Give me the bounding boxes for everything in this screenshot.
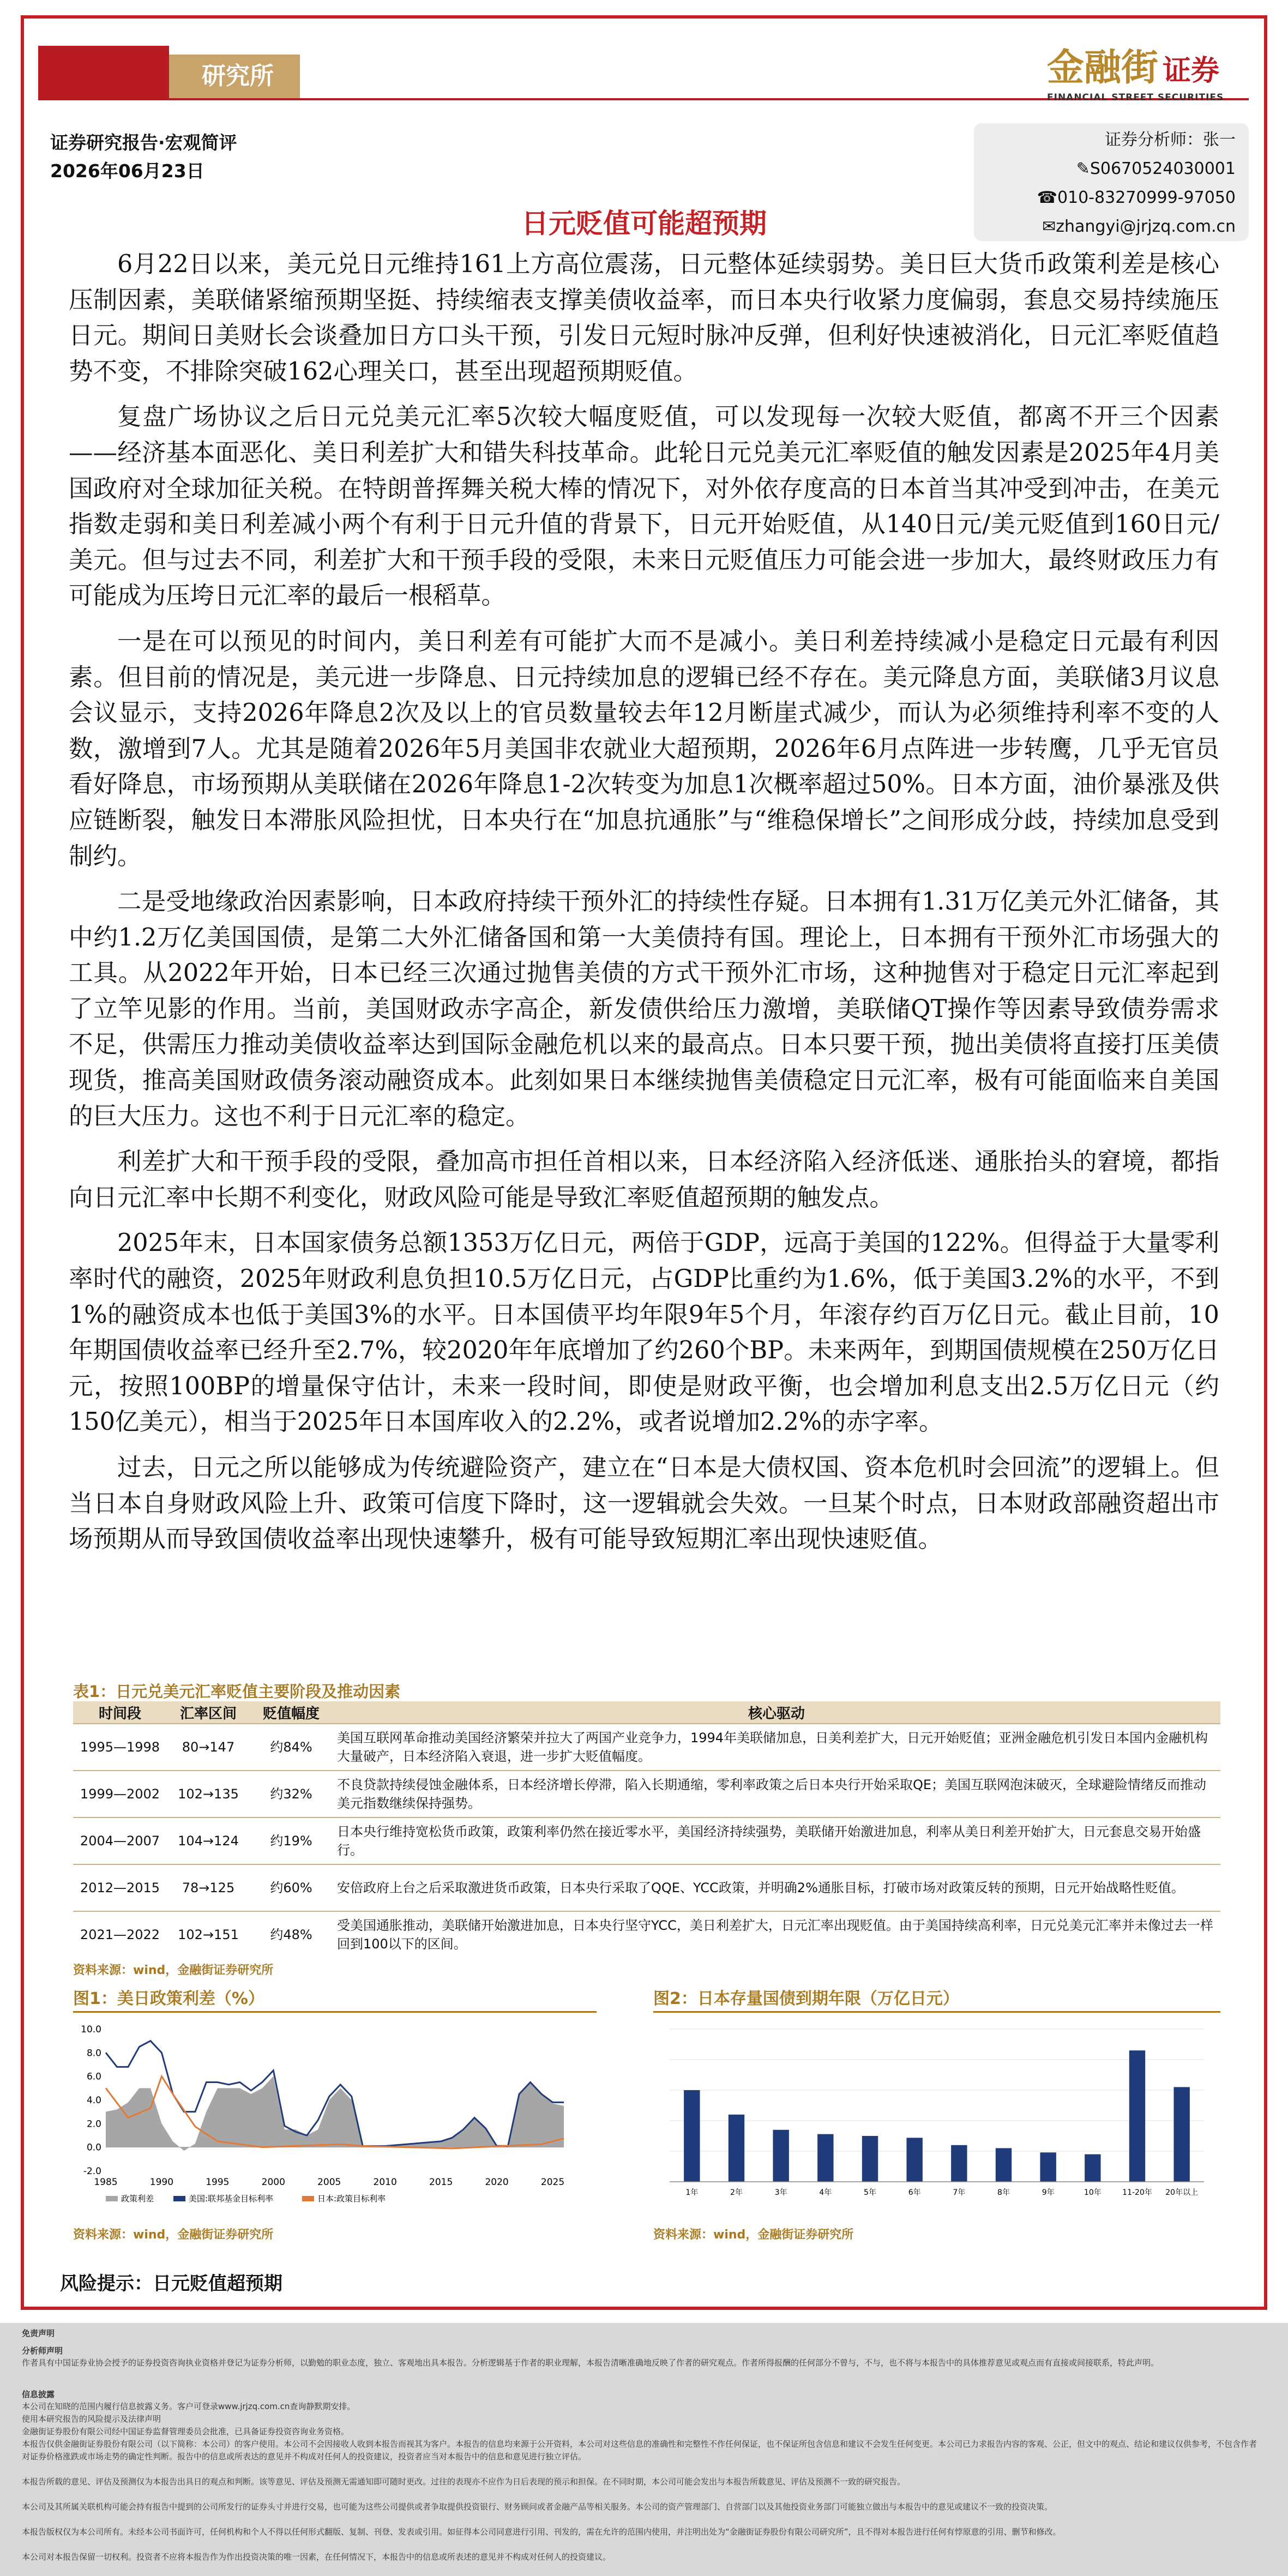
bar (817, 2134, 833, 2182)
analyst-email[interactable]: ✉zhangyi@jrjzq.com.cn (1042, 217, 1236, 236)
table-cell: 美国互联网革命推动美国经济繁荣并拉大了两国产业竞争力，1994年美联储加息，日美利差扩大，日元开始贬值；亚洲金融危机引发日本国内金融机构大量破产，日本经济陷入衰退，进一步扩大贬值幅度。 (333, 1724, 1220, 1771)
x-tick-label: 6年 (908, 2188, 921, 2197)
table-section (73, 1680, 1220, 1978)
bar (1085, 2154, 1100, 2182)
info-title: 信息披露 (22, 2390, 55, 2399)
y-tick-label: -2.0 (83, 2166, 101, 2177)
table-cell: 104→124 (167, 1817, 250, 1864)
table-cell: 约48% (250, 1911, 333, 1958)
paragraph: 复盘广场协议之后日元兑美元汇率5次较大幅度贬值，可以发现每一次较大贬值，都离不开三个因素——经济基本面恶化、美日利差扩大和错失科技革命。此轮日元兑美元汇率贬值的触发因素是2025年4月美国政府对全球加征关税。在特朗普挥舞关税大棒的情况下，对外依存度高的日本首当其冲受到冲击，在美元指数走弱和美日利差减小两个有利于日元升值的背景下，日元开始贬值，从140日元/美元贬值到160日元/美元。但与过去不同，利差扩大和干预手段的受限，未来日元贬值压力可能会进一步加大，最终财政压力有可能成为压垮日元汇率的最后一根稻草。 (69, 403, 1219, 610)
table-cell: 不良贷款持续侵蚀金融体系，日本经济增长停滞，陷入长期通缩，零利率政策之后日本央行开始采取QE；美国互联网泡沫破灭，全球避险情绪反而推动美元指数继续保持强势。 (333, 1771, 1220, 1817)
y-tick-label: 8.0 (86, 2048, 101, 2059)
company-logo (1047, 38, 1254, 103)
x-tick-label: 3年 (774, 2188, 787, 2197)
logo-cn2: 证券 (1163, 55, 1220, 87)
depreciation-table (73, 1701, 1220, 1958)
table-source: 资料来源：wind，金融街证券研究所 (73, 1964, 274, 1977)
table-row (73, 1911, 1220, 1958)
bar (996, 2148, 1012, 2182)
analyst-cert-title: 分析师声明 (22, 2346, 63, 2356)
logo-en: FINANCIAL STREET SECURITIES (1047, 92, 1224, 103)
x-tick-label: 2015 (429, 2177, 453, 2188)
table-cell: 2004—2007 (73, 1817, 167, 1864)
legend-label: 政策利差 (121, 2194, 154, 2204)
bar (862, 2136, 878, 2182)
table-row (73, 1771, 1220, 1817)
table-header: 核心驱动 (333, 1701, 1220, 1724)
x-tick-label: 2年 (730, 2188, 743, 2197)
x-tick-label: 2020 (485, 2177, 509, 2188)
table-cell: 1999—2002 (73, 1771, 167, 1817)
table-title: 表1：日元兑美元汇率贬值主要阶段及推动因素 (73, 1682, 401, 1701)
logo-cn: 金融街 (1047, 46, 1159, 89)
figure-2 (653, 1985, 1220, 2242)
footer-disclaimer (0, 2323, 1288, 2576)
figure-2-title: 图2：日本存量国债到期年限（万亿日元） (653, 1985, 1220, 2013)
legend-swatch (173, 2196, 185, 2201)
legend-swatch (302, 2196, 314, 2201)
table-cell: 约32% (250, 1771, 333, 1817)
table-cell: 日本央行维持宽松货币政策，政策利率仍然在接近零水平，美国经济持续强势，美联储开始激进加息，利率从美日利差开始扩大，日元套息交易开始盛行。 (333, 1817, 1220, 1864)
table-cell: 约19% (250, 1817, 333, 1864)
y-tick-label: 2.0 (86, 2118, 101, 2130)
figure-1-source: 资料来源：wind，金融街证券研究所 (73, 2228, 274, 2242)
x-tick-label: 11-20年 (1122, 2188, 1152, 2197)
body-text (69, 246, 1219, 1567)
table-cell: 102→151 (167, 1911, 250, 1958)
analyst-name: 证券分析师：张一 (1105, 130, 1236, 149)
x-tick-label: 8年 (997, 2188, 1010, 2197)
info-line: 本公司对本报告保留一切权利。投资者不应将本报告作为作出投资决策的唯一因素，在任何情况下，本报告中的信息或所表述的意见并不构成对任何人的投资建议。 (22, 2552, 611, 2562)
y-tick-label: 6.0 (86, 2071, 101, 2083)
mail-icon: ✉ (1042, 217, 1056, 236)
report-type: 证券研究报告·宏观简评 (50, 132, 237, 153)
legend-label: 美国:联邦基金目标利率 (189, 2194, 274, 2204)
info-line: 本公司及其所属关联机构可能会持有报告中提到的公司所发行的证券头寸并进行交易，也可能为这些公司提供或者争取提供投资银行、财务顾问或者金融产品等相关服务。本公司的资产管理部门、自营部门以及其他投资业务部门可能独立做出与本报告中的意见或建议不一致的投资决策。 (22, 2502, 1053, 2512)
report-date: 2026年06月23日 (50, 160, 204, 182)
series-area-0 (106, 2077, 564, 2151)
analyst-phone: ☎010-83270999-97050 (1037, 188, 1236, 207)
x-tick-label: 2010 (373, 2177, 397, 2188)
table-cell: 受美国通胀推动，美联储开始激进加息，日本央行坚守YCC，美日利差扩大，日元汇率出现贬值。由于美国持续高利率，日元兑美元汇率并未像过去一样回到100以下的区间。 (333, 1911, 1220, 1958)
x-tick-label: 9年 (1042, 2188, 1055, 2197)
bar (1173, 2087, 1189, 2182)
paragraph: 一是在可以预见的时间内，美日利差有可能扩大而不是减小。美日利差持续减小是稳定日元最有利因素。但目前的情况是，美元进一步降息、日元持续加息的逻辑已经不存在。美元降息方面，美联储3月议息会议显示，支持2026年降息2次及以上的官员数量较去年12月断崖式减少，而认为必须维持利率不变的人数，激增到7人。尤其是随着2026年5月美国非农就业大超预期，2026年6月点阵进一步转鹰，几乎无官员看好降息，市场预期从美联储在2026年降息1-2次转变为加息1次概率超过50%。日本方面，油价暴涨及供应链断裂，触发日本滞胀风险担忧，日本央行在“加息抗通胀”与“维稳保增长”之间形成分歧，持续加息受到制约。 (69, 627, 1219, 870)
bar (1040, 2152, 1056, 2182)
legend-swatch (106, 2196, 118, 2201)
header-bar (38, 46, 274, 98)
bar (684, 2090, 700, 2182)
table-cell: 2012—2015 (73, 1864, 167, 1911)
info-line: 本报告所载的意见、评估及预测仅为本报告出具日的观点和判断。该等意见、评估及预测无需通知即可随时更改。过往的表现亦不应作为日后表现的预示和担保。在不同时期，本公司可能会发出与本报告所载意见、评估及预测不一致的研究报告。 (22, 2477, 906, 2487)
x-tick-label: 1995 (206, 2177, 230, 2188)
analyst-license: ✎S0670524030001 (1076, 159, 1236, 178)
x-tick-label: 4年 (819, 2188, 832, 2197)
x-tick-label: 7年 (953, 2188, 966, 2197)
info-line: 金融街证券股份有限公司经中国证券监督管理委员会批准，已具备证券投资咨询业务资格。 (22, 2427, 350, 2436)
info-line: 本报告版权仅为本公司所有。未经本公司书面许可，任何机构和个人不得以任何形式翻版、复制、刊登、发表或引用。如征得本公司同意进行引用、刊发的，需在允许的范围内使用，并注明出处为“金融街证券股份有限公司研究所”，且不得对本报告进行任何有悖原意的引用、删节和修改。 (22, 2527, 1061, 2537)
paragraph: 6月22日以来，美元兑日元维持161上方高位震荡，日元整体延续弱势。美日巨大货币政策利差是核心压制因素，美联储紧缩预期坚挺、持续缩表支撑美债收益率，而日本央行收紧力度偏弱，套息交易持续施压日元。期间日美财长会谈叠加日方口头干预，引发日元短时脉冲反弹，但利好快速被消化，日元汇率贬值趋势不变，不排除突破162心理关口，甚至出现超预期贬值。 (69, 250, 1219, 386)
table-row (73, 1817, 1220, 1864)
legend-label: 日本:政策目标利率 (317, 2194, 386, 2204)
table-cell: 约84% (250, 1724, 333, 1771)
table-header: 时间段 (73, 1701, 167, 1724)
table-row (73, 1864, 1220, 1911)
y-tick-label: 10.0 (81, 2024, 101, 2035)
bar (906, 2138, 922, 2182)
table-cell: 78→125 (167, 1864, 250, 1911)
paragraph: 过去，日元之所以能够成为传统避险资产，建立在“日本是大债权国、资本危机时会回流”的逻辑上。但当日本自身财政风险上升、政策可信度下降时，这一逻辑就会失效。一旦某个时点，日本财政部融资超出市场预期从而导致国债收益率出现快速攀升，极有可能导致短期汇率出现快速贬值。 (69, 1454, 1219, 1554)
table-cell: 80→147 (167, 1724, 250, 1771)
bar (729, 2115, 744, 2182)
paragraph: 2025年末，日本国家债务总额1353万亿日元，两倍于GDP，远高于美国的122%。但得益于大量零利率时代的融资，2025年财政利息负担10.5万亿日元，占GDP比重约为1.6%，低于美国3.2%的水平，不到1%的融资成本也低于美国3%的水平。日本国债平均年限9年5个月，年滚存约百万亿日元。截止目前，10年期国债收益率已经升至2.7%，较2020年年底增加了约260个BP。未来两年，到期国债规模在250万亿日元，按照100BP的增量保守估计，未来一段时间，即使是财政平衡，也会增加利息支出2.5万亿日元（约150亿美元），相当于2025年日本国库收入的2.2%，或者说增加2.2%的赤字率。 (69, 1229, 1219, 1436)
x-tick-label: 20年以上 (1165, 2188, 1199, 2197)
figure-1-title: 图1：美日政策利差（%） (73, 1985, 597, 2013)
table-cell: 约60% (250, 1864, 333, 1911)
info-line: 使用本研究报告的风险提示及法律声明 (22, 2414, 161, 2424)
section-label: 研究所 (169, 55, 300, 98)
figure-1 (73, 1985, 597, 2242)
figure-2-chart (653, 2013, 1220, 2220)
x-tick-label: 2005 (317, 2177, 341, 2188)
table-cell: 2021—2022 (73, 1911, 167, 1958)
figure-1-chart (73, 2013, 597, 2220)
x-tick-label: 1985 (94, 2177, 118, 2188)
table-cell: 102→135 (167, 1771, 250, 1817)
y-tick-label: 4.0 (86, 2095, 101, 2106)
x-tick-label: 2025 (540, 2177, 565, 2188)
header-red-block (38, 46, 169, 98)
table-row (73, 1724, 1220, 1771)
table-cell: 1995—1998 (73, 1724, 167, 1771)
analyst-cert-text: 作者具有中国证券业协会授予的证券投资咨询执业资格并登记为证券分析师，以勤勉的职业态度，独立、客观地出具本报告。分析逻辑基于作者的职业理解，本报告清晰准确地反映了作者的研究观点。作者所得报酬的任何部分不曾与，不与，也不将与本报告中的具体推荐意见或观点而有直接或间接联系，特此声明。 (22, 2358, 1159, 2368)
info-line: 本公司在知晓的范围内履行信息披露义务。客户可登录www.jrjzq.com.cn查询静默期安排。 (22, 2402, 356, 2411)
paragraph: 二是受地缘政治因素影响，日本政府持续干预外汇的持续性存疑。日本拥有1.31万亿美元外汇储备，其中约1.2万亿美国国债，是第二大外汇储备国和第一大美债持有国。理论上，日本拥有干预外汇市场强大的工具。从2022年开始，日本已经三次通过抛售美债的方式干预外汇市场，这种抛售对于稳定日元汇率起到了立竿见影的作用。当前，美国财政赤字高企，新发债供给压力激增，美联储QT操作等因素导致债券需求不足，供需压力推动美债收益率达到国际金融危机以来的最高点。日本只要干预，抛出美债将直接打压美债现货，推高美国财政债务滚动融资成本。此刻如果日本继续抛售美债稳定日元汇率，极有可能面临来自美国的巨大压力。这也不利于日元汇率的稳定。 (69, 888, 1219, 1130)
paragraph: 利差扩大和干预手段的受限，叠加高市担任首相以来，日本经济陷入经济低迷、通胀抬头的窘境，都指向日元汇率中长期不利变化，财政风险可能是导致汇率贬值超预期的触发点。 (69, 1148, 1219, 1212)
phone-icon: ☎ (1037, 188, 1057, 207)
y-tick-label: 0.0 (86, 2142, 101, 2153)
table-header: 汇率区间 (167, 1701, 250, 1724)
figure-2-source: 资料来源：wind，金融街证券研究所 (653, 2228, 854, 2242)
x-tick-label: 5年 (864, 2188, 876, 2197)
table-cell: 安倍政府上台之后采取激进货币政策，日本央行采取了QQE、YCC政策，并明确2%通胀目标，打破市场对政策反转的预期，日元开始战略性贬值。 (333, 1864, 1220, 1911)
bar (951, 2145, 967, 2182)
info-line: 本报告仅供金融街证券股份有限公司（以下简称：本公司）的客户使用。本公司不会因接收人收到本报告而视其为客户。本报告的信息均来源于公开资料，本公司对这些信息的准确性和完整性不作任何保证，也不保证所包含信息和建议不会发生任何变更。本公司已力求报告内容的客观、公正，但文中的观点、结论和建议仅供参考，不包含作者对证券价格涨跌或市场走势的确定性判断。报告中的信息或所表达的意见并不构成对任何人的投资建议，投资者应当对本报告中的信息和意见进行独立评估。 (22, 2439, 1257, 2461)
table-header: 贬值幅度 (250, 1701, 333, 1724)
risk-warning: 风险提示：日元贬值超预期 (60, 2273, 282, 2295)
x-tick-label: 10年 (1084, 2188, 1102, 2197)
report-meta (50, 129, 237, 185)
x-tick-label: 1990 (149, 2177, 174, 2188)
disclaimer-title: 免责声明 (22, 2328, 55, 2338)
x-tick-label: 1年 (685, 2188, 699, 2197)
bar (773, 2130, 789, 2182)
bar (1129, 2050, 1145, 2182)
document-title: 日元贬值可能超预期 (521, 207, 767, 239)
pen-icon: ✎ (1076, 159, 1090, 178)
x-tick-label: 2000 (261, 2177, 285, 2188)
